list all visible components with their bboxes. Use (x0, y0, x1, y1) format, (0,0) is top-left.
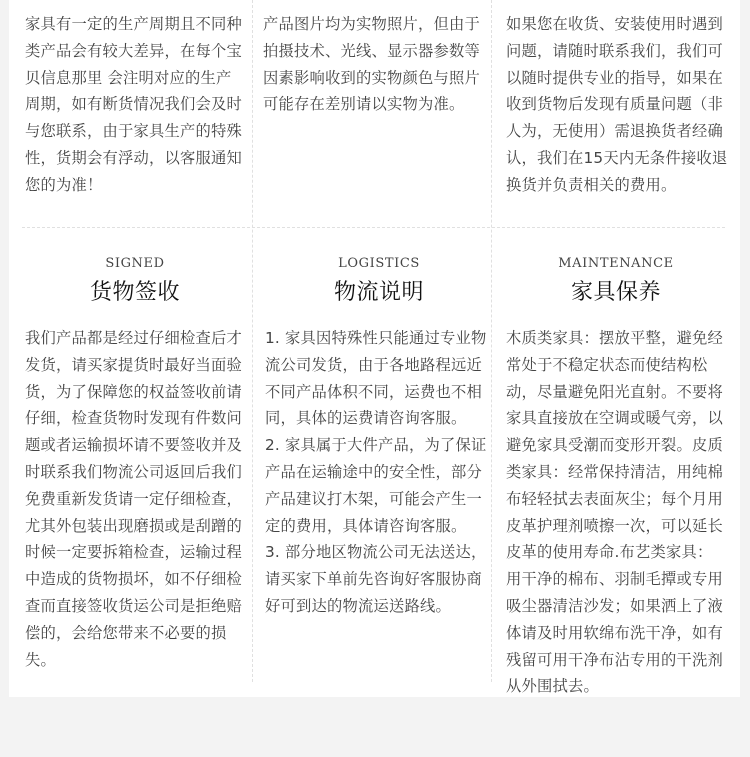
after-sales-text: 如果您在收货、安装使用时遇到问题，请随时联系我们，我们可以随时提供专业的指导，如果在收到货物后发现有质量问题（非人为，无使用）需退换货者经确认，我们在15天内无条件接收退换货并负责相关的费用。 (506, 15, 728, 194)
section-title-cn: 物流说明 (333, 280, 424, 305)
section-title-en: SIGNED (105, 256, 165, 271)
production-cycle-text: 家具有一定的生产周期且不同种类产品会有较大差异，在每个宝贝信息那里 会注明对应的生产周期，如有断货情况我们会及时与您联系，由于家具生产的特殊性，货期会有浮动，以客服通知您的为准！ (25, 15, 242, 194)
maintenance-text: 木质类家具：摆放平整，避免经常处于不稳定状态而使结构松动，尽量避免阳光直射。不要将家具直接放在空调或暖气旁，以避免家具受潮而变形开裂。皮质类家具：经常保持清洁，用纯棉布轻轻拭去表面灰尘；每个月用皮革护理剂喷擦一次，可以延长皮革的使用寿命.布艺类家具：用干净的棉布、羽制毛撢或专用吸尘器清洁沙发；如果洒上了液体请及时用软绵布洗干净，如有残留可用干净布沾专用的干洗剂从外围拭去。 (506, 329, 723, 696)
logistics-item-1: 1. 家具因特殊性只能通过专业物流公司发货，由于各地路程远近不同产品体积不同，运费也不相同，具体的运费请咨询客服。 (265, 329, 487, 428)
section-heading-logistics (259, 256, 499, 308)
product-photo-text: 产品图片均为实物照片，但由于拍摄技术、光线、显示器参数等因素影响收到的实物颜色与照片可能存在差别请以实物为准。 (263, 15, 480, 114)
section-title-en: MAINTENANCE (558, 256, 674, 271)
logistics-text (265, 325, 487, 620)
logistics-item-3: 3. 部分地区物流公司无法送达，请买家下单前先咨询好客服协商好可到达的物流运送路线。 (265, 543, 487, 615)
column-divider (491, 0, 492, 682)
section-title-cn: 货物签收 (89, 280, 180, 305)
row-divider (22, 227, 725, 228)
section-title-cn: 家具保养 (570, 280, 661, 305)
logistics-item-2: 2. 家具属于大件产品，为了保证产品在运输途中的安全性，部分产品建议打木架，可能会产生一定的费用，具体请咨询客服。 (265, 436, 487, 535)
signed-text: 我们产品都是经过仔细检查后才发货，请买家提货时最好当面验货，为了保障您的权益签收前请仔细，检查货物时发现有件数问题或者运输损坏请不要签收并及时联系我们物流公司返回后我们免费重新发货请一定仔细检查，尤其外包装出现磨损或是刮蹭的时候一定要拆箱检查，运输过程中造成的货物损坏，如不仔细检查而直接签收货运公司是拒绝赔偿的，会给您带来不必要的损失。 (25, 329, 242, 669)
column-divider (252, 0, 253, 682)
section-heading-signed (15, 256, 255, 308)
section-title-en: LOGISTICS (338, 256, 420, 271)
section-heading-maintenance (496, 256, 736, 308)
